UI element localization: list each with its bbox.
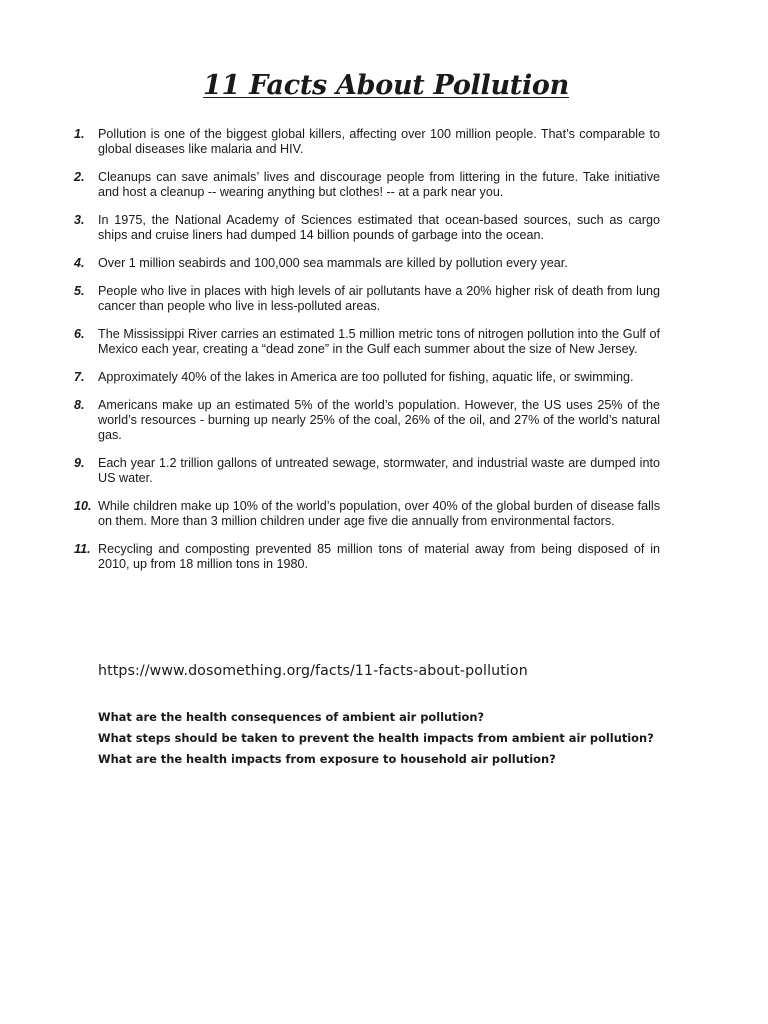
fact-text: The Mississippi River carries an estimated 1.5 million metric tons of nitrogen pollution into the Gulf of Mexico each year, creating a “dead zone” in the Gulf each summer about the size of New Jersey. xyxy=(98,327,660,356)
fact-number: 3. xyxy=(74,213,85,227)
fact-number: 11. xyxy=(74,542,91,556)
fact-item-5 xyxy=(74,284,660,314)
fact-number: 4. xyxy=(74,256,85,270)
source-link[interactable]: https://www.dosomething.org/facts/11-facts-about-pollution xyxy=(98,663,528,679)
facts-list xyxy=(74,127,660,585)
fact-number: 7. xyxy=(74,370,85,384)
fact-number: 8. xyxy=(74,398,85,412)
fact-text: Over 1 million seabirds and 100,000 sea mammals are killed by pollution every year. xyxy=(98,256,568,270)
fact-item-7 xyxy=(74,370,660,385)
fact-text: Approximately 40% of the lakes in America are too polluted for fishing, aquatic life, or swimming. xyxy=(98,370,634,384)
fact-item-10 xyxy=(74,499,660,529)
fact-item-11 xyxy=(74,542,660,572)
page-title: 11 Facts About Pollution xyxy=(203,70,569,101)
fact-text: Each year 1.2 trillion gallons of untreated sewage, stormwater, and industrial waste are dumped into US water. xyxy=(98,456,660,485)
questions-list xyxy=(98,710,660,773)
fact-item-1 xyxy=(74,127,660,157)
question-item-2: What steps should be taken to prevent the health impacts from ambient air pollution? xyxy=(98,731,654,745)
fact-text: Americans make up an estimated 5% of the world’s population. However, the US uses 25% of the world’s resources - burning up nearly 25% of the coal, 26% of the oil, and 27% of the world’s natural gas. xyxy=(98,398,660,442)
fact-text: Pollution is one of the biggest global killers, affecting over 100 million people. That’s comparable to global diseases like malaria and HIV. xyxy=(98,127,660,156)
fact-text: People who live in places with high levels of air pollutants have a 20% higher risk of death from lung cancer than people who live in less-polluted areas. xyxy=(98,284,660,313)
fact-item-9 xyxy=(74,456,660,486)
question-item-1: What are the health consequences of ambient air pollution? xyxy=(98,710,485,724)
fact-number: 2. xyxy=(74,170,85,184)
fact-text: While children make up 10% of the world’s population, over 40% of the global burden of disease falls on them. More than 3 million children under age five die annually from environmental factors. xyxy=(98,499,660,528)
fact-text: In 1975, the National Academy of Sciences estimated that ocean-based sources, such as cargo ships and cruise liners had dumped 14 billion pounds of garbage into the ocean. xyxy=(98,213,660,242)
fact-text: Cleanups can save animals’ lives and discourage people from littering in the future. Take initiative and host a cleanup -- wearing anything but clothes! -- at a park near you. xyxy=(98,170,660,199)
fact-number: 5. xyxy=(74,284,85,298)
fact-number: 1. xyxy=(74,127,85,141)
fact-item-4 xyxy=(74,256,660,271)
question-item-3: What are the health impacts from exposure to household air pollution? xyxy=(98,752,556,766)
fact-item-6 xyxy=(74,327,660,357)
fact-number: 9. xyxy=(74,456,85,470)
fact-text: Recycling and composting prevented 85 million tons of material away from being disposed of in 2010, up from 18 million tons in 1980. xyxy=(98,542,660,571)
fact-item-2 xyxy=(74,170,660,200)
fact-item-8 xyxy=(74,398,660,443)
fact-number: 10. xyxy=(74,499,92,513)
fact-number: 6. xyxy=(74,327,85,341)
fact-item-3 xyxy=(74,213,660,243)
